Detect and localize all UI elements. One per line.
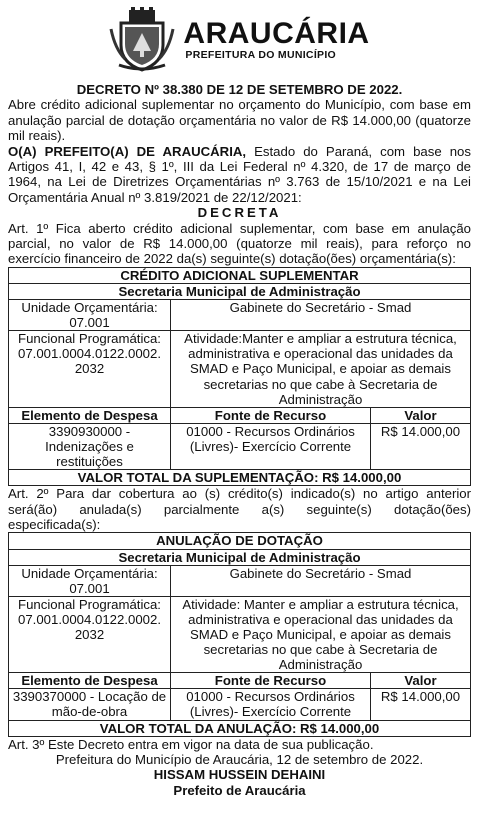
- decree-summary: Abre crédito adicional suplementar no orçamento do Município, com base em anulação parcial de dotação orçamentária no valor de R$ 14.000,00 (quatorze mil reais).: [8, 97, 471, 144]
- article-1: Art. 1º Fica aberto crédito adicional suplementar, com base em anulação parcial, no valor de R$ 14.000,00 (quatorze mil reais), para reforço no exercício financeiro de 2022 da(s) seguinte(s) dotação(ões) orçamentária(s):: [8, 220, 471, 267]
- signer-name: HISSAM HUSSEIN DEHAINI: [153, 767, 326, 783]
- article-3: Art. 3º Este Decreto entra em vigor na data de sua publicação.: [8, 736, 374, 752]
- credit-source: 01000 - Recursos Ordinários (Livres)- Exercício Corrente: [171, 423, 371, 469]
- credit-secretariat: Secretaria Municipal de Administração: [9, 283, 471, 299]
- closing-line: Prefeitura do Município de Araucária, 12 de setembro de 2022.: [55, 752, 424, 768]
- header: [8, 0, 471, 76]
- credit-unit-label: Unidade Orçamentária: 07.001: [9, 300, 171, 331]
- decree-title: DECRETO Nº 38.380 DE 12 DE SETEMBRO DE 2022.: [76, 82, 403, 97]
- municipality-subtitle: PREFEITURA DO MUNICÍPIO: [185, 49, 337, 61]
- credit-element: 3390930000 - Indenizações e restituições: [9, 423, 171, 469]
- annul-unit-label: Unidade Orçamentária: 07.001: [9, 565, 171, 596]
- credit-table: [8, 267, 471, 486]
- annul-col-value: Valor: [371, 673, 471, 689]
- article-2: Art. 2º Para dar cobertura ao (s) crédito(s) indicado(s) no artigo anterior será(ão) anulada(s) parcialmente a(s) seguinte(s) dotação(ões) especificada(s):: [8, 486, 471, 532]
- authority-text: Estado do Paraná, com base nos Artigos 41, I, 42 e 43, § 1º, III da Lei Federal nº 4.320, de 17 de março de 1964, na Lei de Diretrizes Orçamentárias nº 3.763 de 15/10/2021 e na Lei Orçamentária Anual nº 3.819/2021 de 22/12/2021:: [8, 143, 471, 205]
- annul-col-source: Fonte de Recurso: [171, 673, 371, 689]
- credit-total: VALOR TOTAL DA SUPLEMENTAÇÃO: R$ 14.000,00: [9, 470, 471, 486]
- annul-func-value: Atividade: Manter e ampliar a estrutura técnica, administrativa e operacional das unidades da SMAD e Paço Municipal, e apoiar as demais secretarias no que cabe à Secretaria de Administração: [171, 596, 471, 672]
- authority-lead: O(A) PREFEITO(A) DE ARAUCÁRIA,: [8, 143, 247, 159]
- decreta-heading: DECRETA: [197, 205, 282, 221]
- credit-table-title: CRÉDITO ADICIONAL SUPLEMENTAR: [9, 267, 471, 283]
- annul-total: VALOR TOTAL DA ANULAÇÃO: R$ 14.000,00: [9, 720, 471, 736]
- annul-unit-value: Gabinete do Secretário - Smad: [171, 565, 471, 596]
- annul-table: [8, 532, 471, 736]
- signer-role: Prefeito de Araucária: [173, 782, 306, 798]
- annul-source: 01000 - Recursos Ordinários (Livres)- Exercício Corrente: [171, 689, 371, 720]
- credit-unit-value: Gabinete do Secretário - Smad: [171, 300, 471, 331]
- decree-authority: [8, 144, 471, 206]
- credit-func-label: Funcional Programática: 07.001.0004.0122.0002. 2032: [9, 331, 171, 407]
- municipality-brand: [183, 19, 369, 61]
- credit-value: R$ 14.000,00: [371, 423, 471, 469]
- annul-col-element: Elemento de Despesa: [9, 673, 171, 689]
- credit-col-value: Valor: [371, 407, 471, 423]
- annul-secretariat: Secretaria Municipal de Administração: [9, 549, 471, 565]
- credit-col-source: Fonte de Recurso: [171, 407, 371, 423]
- annul-table-title: ANULAÇÃO DE DOTAÇÃO: [9, 533, 471, 549]
- annul-element: 3390370000 - Locação de mão-de-obra: [9, 689, 171, 720]
- municipality-name: ARAUCÁRIA: [183, 17, 370, 50]
- credit-col-element: Elemento de Despesa: [9, 407, 171, 423]
- credit-func-value: Atividade:Manter e ampliar a estrutura técnica, administrativa e operacional das unidades da SMAD e Paço Municipal, e apoiar as demais secretarias no que cabe à Secretaria de Administração: [171, 331, 471, 407]
- coat-of-arms-icon: [109, 7, 175, 73]
- annul-value: R$ 14.000,00: [371, 689, 471, 720]
- annul-func-label: Funcional Programática: 07.001.0004.0122.0002. 2032: [9, 596, 171, 672]
